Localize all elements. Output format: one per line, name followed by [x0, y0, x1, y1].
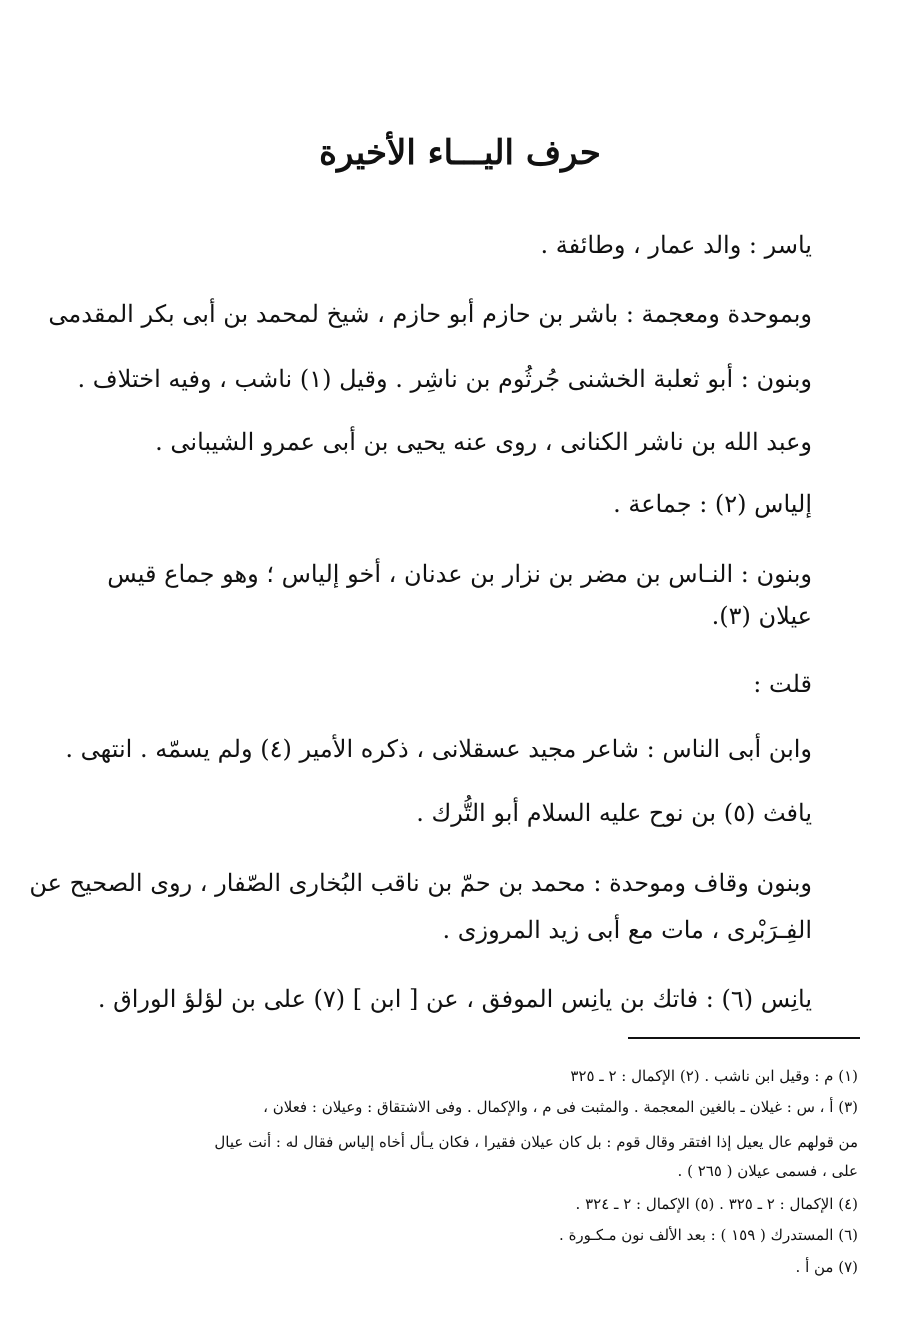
entry-naqib: وبنون وقاف وموحدة : محمد بن حمّ بن ناقب البُخارى الصّفار ، روى الصحيح عن	[29, 869, 812, 897]
footnote-6: (٦) المستدرك ( ١٥٩ ) : بعد الألف نون مـكـورة .	[559, 1226, 858, 1244]
entry-yasir: ياسر : والد عمار ، وطائفة .	[540, 231, 812, 259]
entry-ilyas: إلياس (٢) : جماعة .	[613, 490, 812, 518]
entry-qultu: قلت :	[753, 670, 812, 698]
page-title: حرف اليـــاء الأخيرة	[319, 133, 601, 173]
entry-alnas-continued: عيلان (٣).	[711, 602, 812, 630]
footnote-separator	[628, 1037, 860, 1039]
entry-yanis: يانِس (٦) : فاتك بن يانِس الموفق ، عن [ ابن ] (٧) على بن لؤلؤ الوراق .	[97, 985, 812, 1013]
entry-ibn-abi-alnas: وابن أبى الناس : شاعر مجيد عسقلانى ، ذكره الأمير (٤) ولم يسمّه . انتهى .	[65, 735, 812, 763]
entry-bashir: وبموحدة ومعجمة : باشر بن حازم أبو حازم ، شيخ لمحمد بن أبى بكر المقدمى	[48, 300, 812, 328]
footnote-3-line-2: من قولهم عال يعيل إذا افتقر وقال قوم : بل كان عيلان فقيرا ، فكان يـأل أخاه إلياس فقال له : أنت عيال	[214, 1133, 858, 1151]
footnote-3-line-3: على ، فسمى عيلان ( ٢٦٥ ) .	[677, 1162, 858, 1180]
footnote-3: (٣) أ ، س : غيلان ـ بالغين المعجمة . والمثبت فى م ، والإكمال . وفى الاشتقاق : وعيلان : فعلان ،	[263, 1098, 858, 1116]
entry-naqib-continued: الفِـرَبْرى ، مات مع أبى زيد المروزى .	[442, 916, 812, 944]
entry-abdullah-nashir: وعبد الله بن ناشر الكنانى ، روى عنه يحيى بن أبى عمرو الشيبانى .	[155, 428, 812, 456]
footnote-4-5: (٤) الإكمال : ٢ ـ ٣٢٥ . (٥) الإكمال : ٢ ـ ٣٢٤ .	[575, 1195, 858, 1213]
entry-alnas: وبنون : النـاس بن مضر بن نزار بن عدنان ، أخو إلياس ؛ وهو جماع قيس	[107, 560, 812, 588]
footnote-7: (٧) من أ .	[795, 1258, 858, 1276]
entry-nashir: وبنون : أبو ثعلبة الخشنى جُرثُوم بن ناشِر . وقيل (١) ناشب ، وفيه اختلاف .	[77, 365, 812, 393]
footnote-1-2: (١) م : وقيل ابن ناشب . (٢) الإكمال : ٢ ـ ٣٢٥	[570, 1067, 858, 1085]
entry-yafith: يافث (٥) بن نوح عليه السلام أبو التُّرك .	[416, 799, 812, 827]
